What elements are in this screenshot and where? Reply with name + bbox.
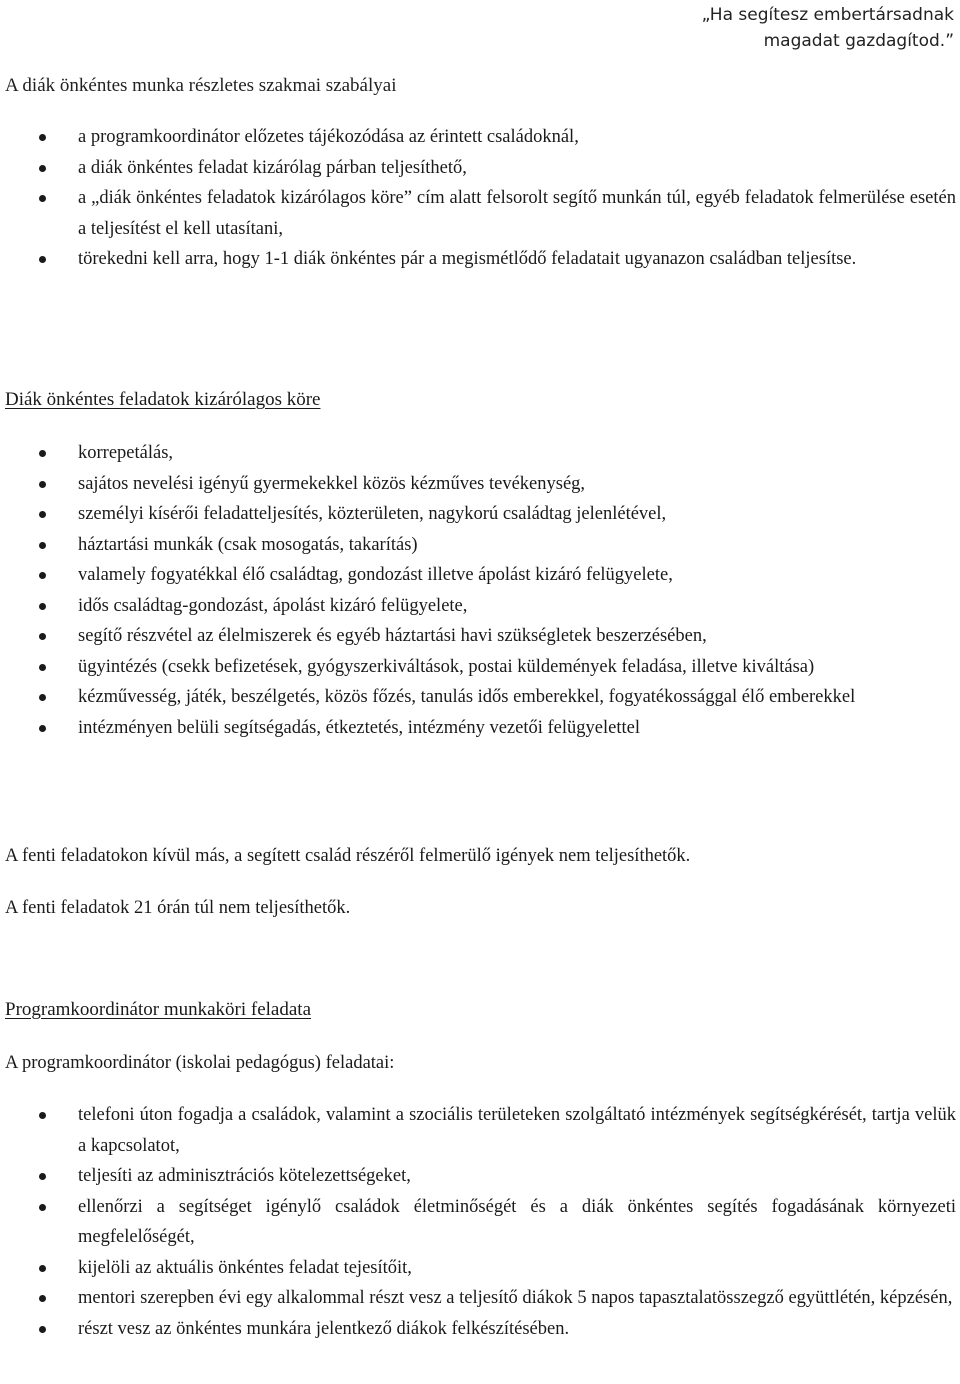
list-item (0, 1283, 956, 1314)
list-item (0, 560, 956, 591)
page-title: A diák önkéntes munka részletes szakmai szabályai (5, 75, 397, 96)
bullet-icon (39, 134, 46, 141)
bullet-icon (39, 1326, 46, 1333)
list-item-text: törekedni kell arra, hogy 1-1 diák önkéntes pár a megismétlődő feladatait ugyanazon családban teljesítse. (78, 249, 857, 269)
list-item-text: ügyintézés (csekk befizetések, gyógyszerkiváltások, postai küldemények feladása, illetve kiváltása) (78, 656, 815, 677)
header-motto (702, 2, 954, 54)
list-item-text: a „diák önkéntes feladatok kizárólagos köre” cím alatt felsorolt segítő munkán túl, egyéb feladatok felmerülése esetén a teljesítést el kell utasítani, (78, 188, 956, 239)
bullet-icon (39, 725, 46, 732)
list-item (0, 183, 956, 244)
list-item-text: telefoni úton fogadja a családok, valamint a szociális területeken szolgáltató intézmények segítségkérését, tartja velük a kapcsolatot, (78, 1105, 956, 1156)
bullet-icon (39, 633, 46, 640)
tasks-note-2: A fenti feladatok 21 órán túl nem teljesíthetők. (5, 898, 351, 918)
tasks-list (0, 438, 956, 743)
list-item-text: kézművesség, játék, beszélgetés, közös főzés, tanulás idős emberekkel, fogyatékossággal élő emberekkel (78, 687, 856, 707)
list-item (0, 244, 956, 275)
list-item (0, 499, 956, 530)
list-item (0, 153, 956, 184)
list-item (0, 591, 956, 622)
motto-line-2: magadat gazdagítod.” (763, 31, 954, 51)
coordinator-list (0, 1100, 956, 1344)
tasks-note-1: A fenti feladatokon kívül más, a segített család részéről felmerülő igények nem teljesíthetők. (5, 846, 691, 866)
list-item (0, 652, 956, 683)
motto-line-1: „Ha segítesz embertársadnak (701, 5, 954, 25)
list-item (0, 438, 956, 469)
tasks-section-title: Diák önkéntes feladatok kizárólagos köre (5, 389, 321, 410)
list-item-text: intézményen belüli segítségadás, étkeztetés, intézmény vezetői felügyelettel (78, 717, 640, 738)
list-item-text: személyi kísérői feladatteljesítés, közterületen, nagykorú családtag jelenlétével, (78, 504, 667, 524)
list-item (0, 1100, 956, 1161)
list-item-text: valamely fogyatékkal élő családtag, gondozást illetve ápolást kizáró felügyelete, (78, 565, 673, 585)
list-item-text: idős családtag-gondozást, ápolást kizáró felügyelete, (78, 595, 468, 616)
list-item-text: kijelöli az aktuális önkéntes feladat tejesítőit, (78, 1257, 412, 1278)
list-item-text: a programkoordinátor előzetes tájékozódása az érintett családoknál, (78, 127, 579, 147)
list-item (0, 713, 956, 744)
list-item-text: ellenőrzi a segítséget igénylő családok életminőségét és a diák önkéntes segítés fogadásának környezeti megfelelőségét, (78, 1196, 956, 1247)
bullet-icon (39, 603, 46, 610)
bullet-icon (39, 1112, 46, 1119)
bullet-icon (39, 450, 46, 457)
bullet-icon (39, 1265, 46, 1272)
list-item-text: részt vesz az önkéntes munkára jelentkező diákok felkészítésében. (78, 1318, 570, 1339)
bullet-icon (39, 165, 46, 172)
coordinator-intro: A programkoordinátor (iskolai pedagógus) feladatai: (5, 1053, 395, 1073)
list-item-text: segítő részvétel az élelmiszerek és egyéb háztartási havi szükségletek beszerzésében, (78, 626, 707, 646)
bullet-icon (39, 542, 46, 549)
bullet-icon (39, 1204, 46, 1211)
bullet-icon (39, 481, 46, 488)
bullet-icon (39, 694, 46, 701)
list-item-text: korrepetálás, (78, 443, 174, 463)
list-item (0, 530, 956, 561)
list-item (0, 122, 956, 153)
bullet-icon (39, 511, 46, 518)
coordinator-section-title: Programkoordinátor munkaköri feladata (5, 999, 312, 1020)
list-item (0, 621, 956, 652)
bullet-icon (39, 256, 46, 263)
bullet-icon (39, 664, 46, 671)
list-item-text: mentori szerepben évi egy alkalommal részt vesz a teljesítő diákok 5 napos tapasztalatösszegző együttlétén, képzésén, (78, 1288, 953, 1308)
list-item (0, 1314, 956, 1345)
list-item-text: teljesíti az adminisztrációs kötelezettségeket, (78, 1166, 411, 1186)
list-item (0, 1161, 956, 1192)
list-item (0, 469, 956, 500)
bullet-icon (39, 1173, 46, 1180)
list-item (0, 1192, 956, 1253)
list-item (0, 1253, 956, 1284)
rules-list (0, 122, 956, 275)
bullet-icon (39, 195, 46, 202)
bullet-icon (39, 1295, 46, 1302)
list-item-text: háztartási munkák (csak mosogatás, takarítás) (78, 534, 418, 555)
list-item-text: a diák önkéntes feladat kizárólag párban teljesíthető, (78, 157, 467, 178)
list-item-text: sajátos nevelési igényű gyermekekkel közös kézműves tevékenység, (78, 473, 586, 494)
list-item (0, 682, 956, 713)
bullet-icon (39, 572, 46, 579)
